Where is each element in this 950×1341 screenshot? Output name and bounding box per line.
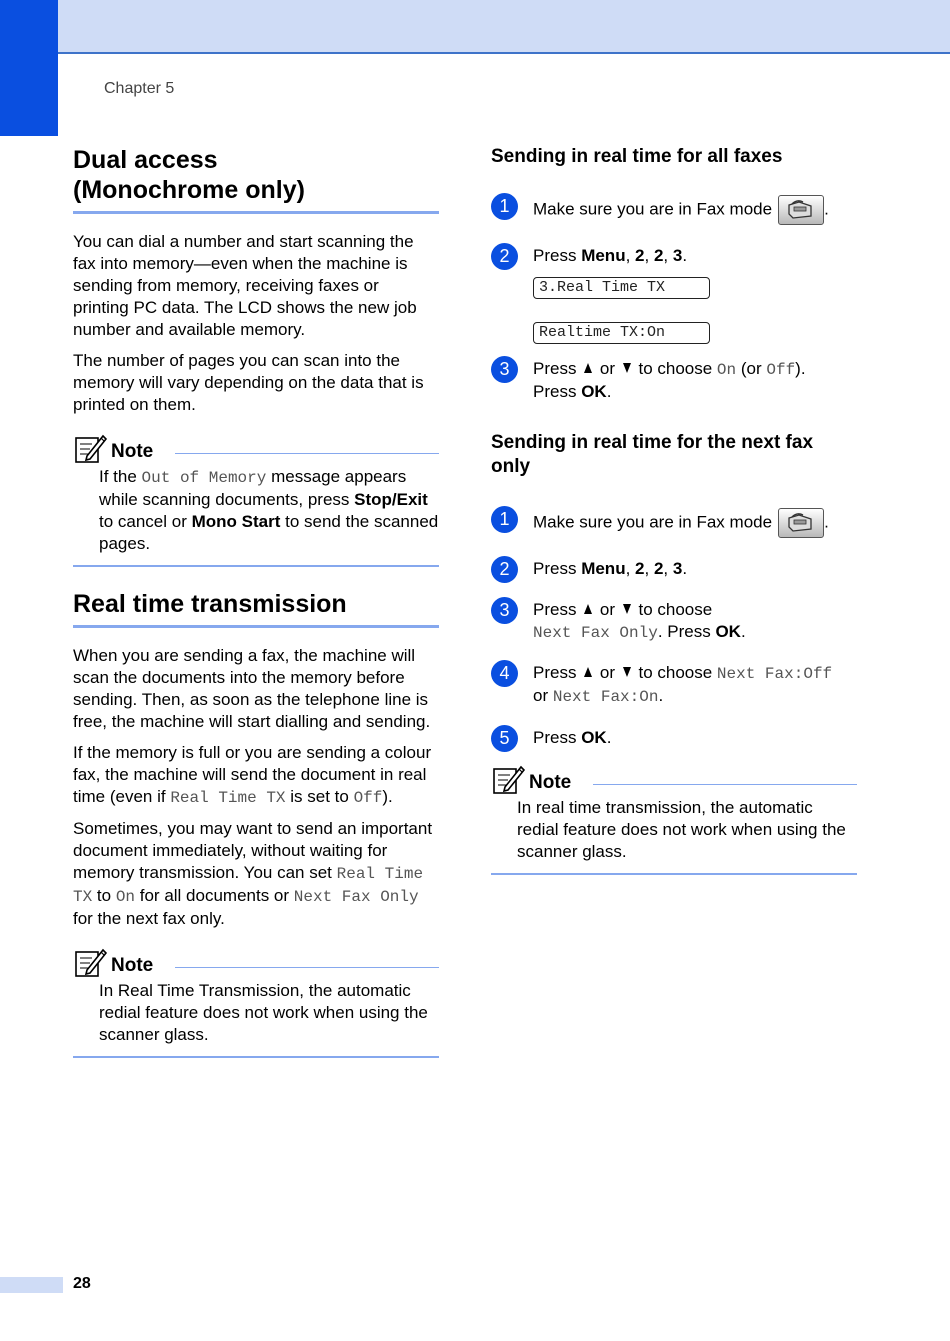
- realtime-note: [73, 946, 439, 1058]
- step-3: 3 Press or to choose Next Fax Only. Press OK.: [491, 599, 857, 644]
- step-number: 4: [491, 660, 518, 687]
- all-faxes-heading: Sending in real time for all faxes: [491, 146, 783, 167]
- mono-start-key: Mono Start: [191, 512, 281, 531]
- up-arrow-icon: [584, 604, 592, 614]
- note-pencil-icon: [75, 434, 107, 464]
- dual-access-heading: [73, 145, 439, 205]
- dual-title-line2: (Monochrome only): [73, 176, 305, 204]
- lcd-display-2: Realtime TX:On: [533, 322, 710, 344]
- up-arrow-icon: [584, 667, 592, 677]
- section-rule: [73, 211, 439, 214]
- note-pencil-icon: [493, 765, 525, 795]
- note-rule: [73, 565, 439, 567]
- next-fax-heading: Sending in real time for the next fax only: [491, 432, 814, 477]
- realtime-paragraph-2: If the memory is full or you are sending a colour fax, the machine will send the document in real time (even if Real Time TX is set to Off).: [73, 743, 432, 807]
- step-4: 4 Press or to choose Next Fax:Off or Next Fax:On.: [491, 662, 857, 708]
- step-2: 2 Press Menu, 2, 2, 3.: [491, 245, 857, 267]
- step-2: 2 Press Menu, 2, 2, 3.: [491, 558, 857, 580]
- step-number: 5: [491, 725, 518, 752]
- up-arrow-icon: [584, 363, 592, 373]
- step-number: 2: [491, 243, 518, 270]
- realtime-paragraph-3: Sometimes, you may want to send an important document immediately, without waiting for memory transmission. You can set Real Time TX to On for all documents or Next Fax Only for the next fax only.: [73, 819, 433, 928]
- fax-mode-key: [778, 195, 824, 225]
- step-1: 1 Make sure you are in Fax mode .: [491, 195, 857, 225]
- note-rule: [491, 873, 857, 875]
- step-number: 3: [491, 356, 518, 383]
- note-rule: [73, 1056, 439, 1058]
- header-band: [0, 0, 950, 54]
- step-number: 3: [491, 597, 518, 624]
- step-5: 5 Press OK.: [491, 727, 857, 749]
- page-number: 28: [73, 1275, 91, 1292]
- step-number: 1: [491, 193, 518, 220]
- fax-mode-key: [778, 508, 824, 538]
- lcd-display-1: 3.Real Time TX: [533, 277, 710, 299]
- note-text: In Real Time Transmission, the automatic redial feature does not work when using the scanner glass.: [99, 981, 428, 1044]
- dual-paragraph-1: You can dial a number and start scanning the fax into memory—even when the machine is sending from memory, receiving faxes or printing PC data. The LCD shows the new job number and available memory.: [73, 232, 417, 339]
- note-text: In real time transmission, the automatic redial feature does not work when using the scanner glass.: [517, 798, 846, 861]
- down-arrow-icon: [623, 667, 631, 677]
- step-1: 1 Make sure you are in Fax mode .: [491, 508, 857, 538]
- note-line: [175, 967, 439, 968]
- step-3: 3 Press or to choose On (or Off). Press OK.: [491, 358, 857, 403]
- step-number: 2: [491, 556, 518, 583]
- down-arrow-icon: [623, 604, 631, 614]
- note-label: Note: [111, 441, 154, 462]
- right-column: [491, 145, 857, 875]
- chapter-label: Chapter 5: [104, 80, 175, 97]
- dual-paragraph-2: The number of pages you can scan into the memory will vary depending on the data that is printed on them.: [73, 351, 424, 414]
- dual-note: [73, 432, 439, 567]
- dual-title-line1: Dual access: [73, 146, 218, 174]
- fax-icon: [779, 196, 823, 224]
- fax-icon: [779, 509, 823, 537]
- step-number: 1: [491, 506, 518, 533]
- real-time-heading: Real time transmission: [73, 590, 347, 618]
- note-line: [175, 453, 439, 454]
- note-line: [593, 784, 857, 785]
- section-rule: [73, 625, 439, 628]
- left-column: [73, 145, 439, 1058]
- note-label: Note: [529, 772, 572, 793]
- note-text: If the Out of Memory message appears while scanning documents, press Stop/Exit to cancel or Mono Start to send the scanned pages.: [99, 467, 439, 553]
- down-arrow-icon: [623, 363, 631, 373]
- note-pencil-icon: [75, 948, 107, 978]
- realtime-paragraph-1: When you are sending a fax, the machine will scan the documents into the memory before sending. Then, as soon as the telephone line is free, the machine will start dialling and sending.: [73, 646, 431, 731]
- lcd-message: Out of Memory: [141, 469, 267, 487]
- next-fax-note: [491, 763, 857, 875]
- stop-exit-key: Stop/Exit: [354, 490, 428, 509]
- note-label: Note: [111, 955, 154, 976]
- chapter-tab: [0, 0, 58, 136]
- footer-band: [0, 1277, 63, 1293]
